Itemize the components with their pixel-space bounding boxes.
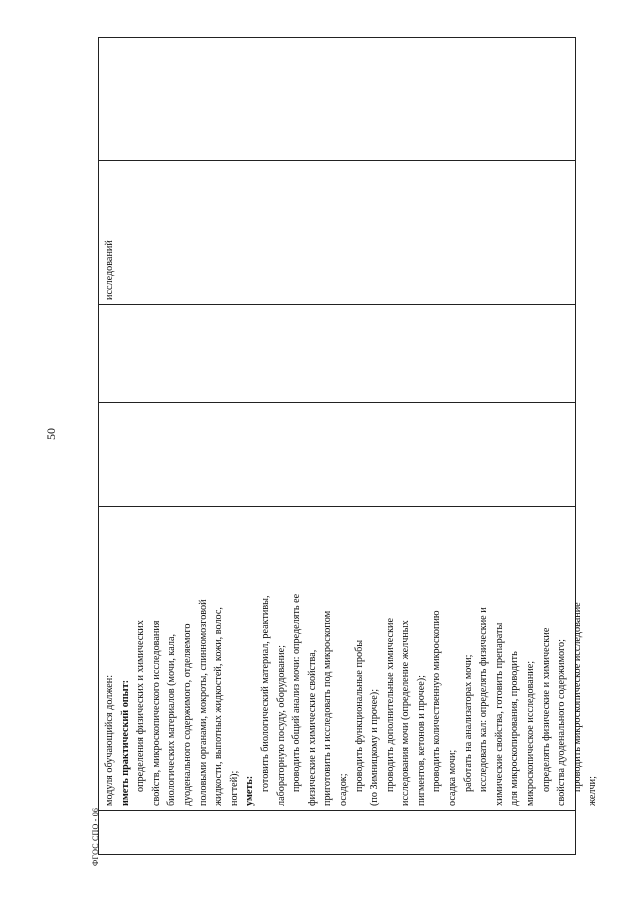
requirement-line: определять физические и химические (540, 627, 552, 792)
table-cell-code (99, 810, 575, 854)
table-cell-empty (99, 38, 575, 160)
table-cell-empty (99, 304, 575, 402)
requirement-line: проводить количественную микроскопию (431, 610, 443, 792)
requirement-line: проводить дополнительные химические (384, 618, 396, 792)
requirement-line: пигментов, кетонов и прочее); (415, 675, 427, 806)
requirement-line: проводить микроскопическое исследование (571, 602, 583, 792)
requirement-line: физические и химические свойства, (306, 649, 318, 806)
requirement-line: микроскопическое исследование; (525, 660, 537, 806)
requirement-line: (по Зимницкому и прочее); (369, 688, 381, 806)
research-label: исследований (104, 240, 115, 300)
requirement-heading: иметь практический опыт: (119, 679, 131, 806)
requirement-line: дуоденального содержимого, отделяемого (181, 623, 193, 806)
requirement-line: ногтей); (228, 770, 240, 806)
requirement-line: химические свойства, готовить препараты (493, 622, 505, 806)
requirement-line: проводить общий анализ мочи: определять ее (291, 593, 303, 792)
requirement-line: исследовать кал: определять физические и (478, 607, 490, 792)
requirement-line: модуля обучающийся должен: (104, 674, 115, 806)
table-cell-research (99, 160, 575, 304)
requirement-line: исследования мочи (определение желчных (400, 620, 412, 806)
table-cell-requirements (99, 506, 599, 810)
requirement-line: осадок; (337, 773, 349, 806)
table-cell-empty (99, 402, 575, 506)
requirement-line: работать на анализаторах мочи; (462, 654, 474, 792)
footer-code: ФГОС СПО - 06 (91, 807, 100, 866)
page-number: 50 (44, 428, 58, 440)
requirements-table (98, 37, 599, 855)
requirement-line: лабораторную посуду, оборудование; (275, 645, 287, 806)
requirement-line: желчи; (587, 776, 599, 806)
requirement-line: свойств, микроскопического исследования (150, 620, 162, 806)
requirement-line: для микроскопирования, проводить (509, 651, 521, 806)
requirement-line: проводить функциональные пробы (353, 639, 365, 792)
requirement-line: половыми органами, мокроты, спинномозговой (197, 599, 209, 806)
requirement-line: приготовить и исследовать под микроскопом (322, 610, 334, 806)
requirement-line: готовить биологический материал, реактивы, (259, 595, 271, 792)
requirement-line: осадка мочи; (447, 749, 459, 806)
requirement-line: жидкости, выпотных жидкостей, кожи, волос, (213, 607, 225, 806)
requirement-line: биологических материалов (мочи, кала, (166, 633, 178, 806)
requirement-line: определения физических и химических (135, 620, 147, 792)
requirement-heading: уметь: (244, 775, 256, 806)
requirement-line: свойства дуоденального содержимого; (556, 639, 568, 806)
